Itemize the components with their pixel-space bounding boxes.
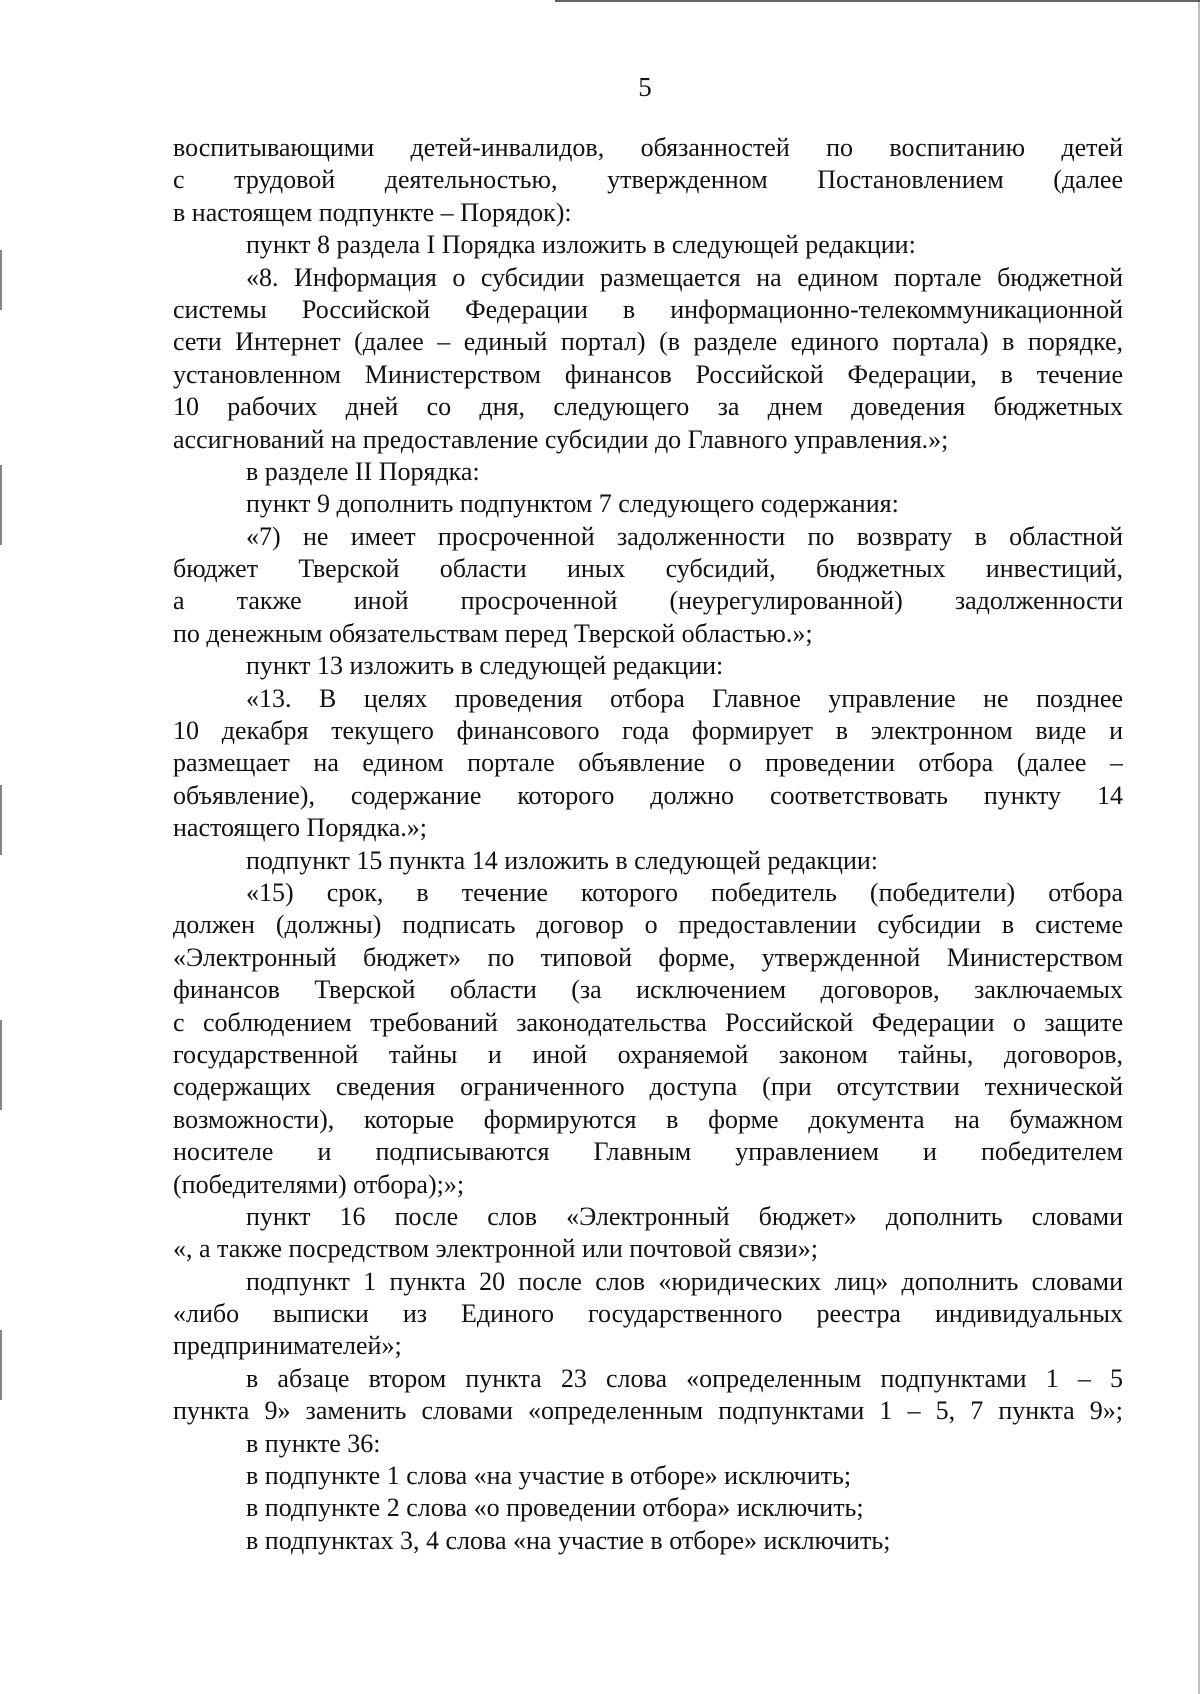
- text-line: пункт 13 изложить в следующей редакции:: [246, 651, 724, 681]
- text-line: (победителями) отбора);»;: [173, 1169, 465, 1199]
- text-line: подпункт 15 пункта 14 изложить в следующей редакции:: [246, 845, 878, 875]
- text-line: в подпункте 2 слова «о проведении отбора» исключить;: [246, 1493, 864, 1523]
- text-line: в подпунктах 3, 4 слова «на участие в отборе» исключить;: [246, 1525, 891, 1555]
- text-line: подпункт 1 пункта 20 после слов «юридических лиц» дополнить словами: [246, 1266, 1123, 1296]
- scan-border-left-mark: [0, 785, 2, 855]
- text-line: носителе и подписываются Главным управлением и победителем: [173, 1137, 1123, 1167]
- text-line: «13. В целях проведения отбора Главное управление не позднее: [246, 683, 1123, 713]
- text-line: 10 рабочих дней со дня, следующего за днем доведения бюджетных: [173, 392, 1123, 422]
- text-line: «7) не имеет просроченной задолженности по возврату в областной: [246, 521, 1123, 551]
- scan-border-left-mark: [0, 250, 2, 310]
- text-line: ассигнований на предоставление субсидии до Главного управления.»;: [173, 424, 949, 454]
- text-line: в пункте 36:: [246, 1428, 381, 1458]
- page-number: 5: [638, 72, 652, 102]
- text-line: предпринимателей»;: [173, 1331, 402, 1361]
- text-line: «, а также посредством электронной или почтовой связи»;: [173, 1234, 818, 1264]
- text-line: «Электронный бюджет» по типовой форме, утвержденной Министерством: [173, 942, 1123, 972]
- text-line: пункт 8 раздела I Порядка изложить в следующей редакции:: [246, 230, 916, 260]
- text-line: «8. Информация о субсидии размещается на едином портале бюджетной: [246, 262, 1123, 292]
- text-line: в разделе II Порядка:: [246, 456, 480, 486]
- text-line: должен (должны) подписать договор о предоставлении субсидии в системе: [173, 910, 1123, 940]
- text-line: возможности), которые формируются в форме документа на бумажном: [173, 1104, 1123, 1134]
- text-line: пункт 9 дополнить подпунктом 7 следующего содержания:: [246, 489, 899, 519]
- text-line: «15) срок, в течение которого победитель (победители) отбора: [246, 877, 1123, 907]
- text-line: финансов Тверской области (за исключением договоров, заключаемых: [173, 975, 1123, 1005]
- scan-border-left-mark: [0, 1330, 2, 1400]
- text-line: настоящего Порядка.»;: [173, 813, 428, 843]
- scan-border-top: [555, 0, 1200, 2]
- text-line: пункта 9» заменить словами «определенным подпунктами 1 – 5, 7 пункта 9»;: [173, 1396, 1123, 1426]
- text-line: установленном Министерством финансов Российской Федерации, в течение: [173, 359, 1123, 389]
- text-line: бюджет Тверской области иных субсидий, бюджетных инвестиций,: [173, 554, 1123, 584]
- text-line: в абзаце втором пункта 23 слова «определенным подпунктами 1 – 5: [246, 1363, 1123, 1393]
- text-line: сети Интернет (далее – единый портал) (в разделе единого портала) в порядке,: [173, 327, 1123, 357]
- text-line: а также иной просроченной (неурегулированной) задолженности: [173, 586, 1123, 616]
- text-line: с соблюдением требований законодательства Российской Федерации о защите: [173, 1007, 1123, 1037]
- text-line: государственной тайны и иной охраняемой законом тайны, договоров,: [173, 1039, 1123, 1069]
- document-body: [173, 132, 1123, 1557]
- text-line: пункт 16 после слов «Электронный бюджет» дополнить словами: [246, 1201, 1123, 1231]
- text-line: размещает на едином портале объявление о проведении отбора (далее –: [173, 748, 1123, 778]
- text-line: воспитывающими детей-инвалидов, обязанностей по воспитанию детей: [173, 133, 1123, 162]
- text-line: системы Российской Федерации в информационно-телекоммуникационной: [173, 294, 1123, 324]
- scan-border-left-mark: [0, 465, 2, 545]
- text-line: в настоящем подпункте – Порядок):: [173, 197, 572, 227]
- text-line: по денежным обязательствам перед Тверской областью.»;: [173, 618, 813, 648]
- scan-border-left-mark: [0, 1020, 2, 1110]
- text-line: в подпункте 1 слова «на участие в отборе» исключить;: [246, 1461, 852, 1491]
- text-line: «либо выписки из Единого государственного реестра индивидуальных: [173, 1299, 1123, 1329]
- text-line: объявление), содержание которого должно соответствовать пункту 14: [173, 780, 1123, 810]
- text-line: содержащих сведения ограниченного доступа (при отсутствии технической: [173, 1072, 1123, 1102]
- text-line: с трудовой деятельностью, утвержденном Постановлением (далее: [173, 165, 1123, 195]
- text-line: 10 декабря текущего финансового года формирует в электронном виде и: [173, 716, 1123, 746]
